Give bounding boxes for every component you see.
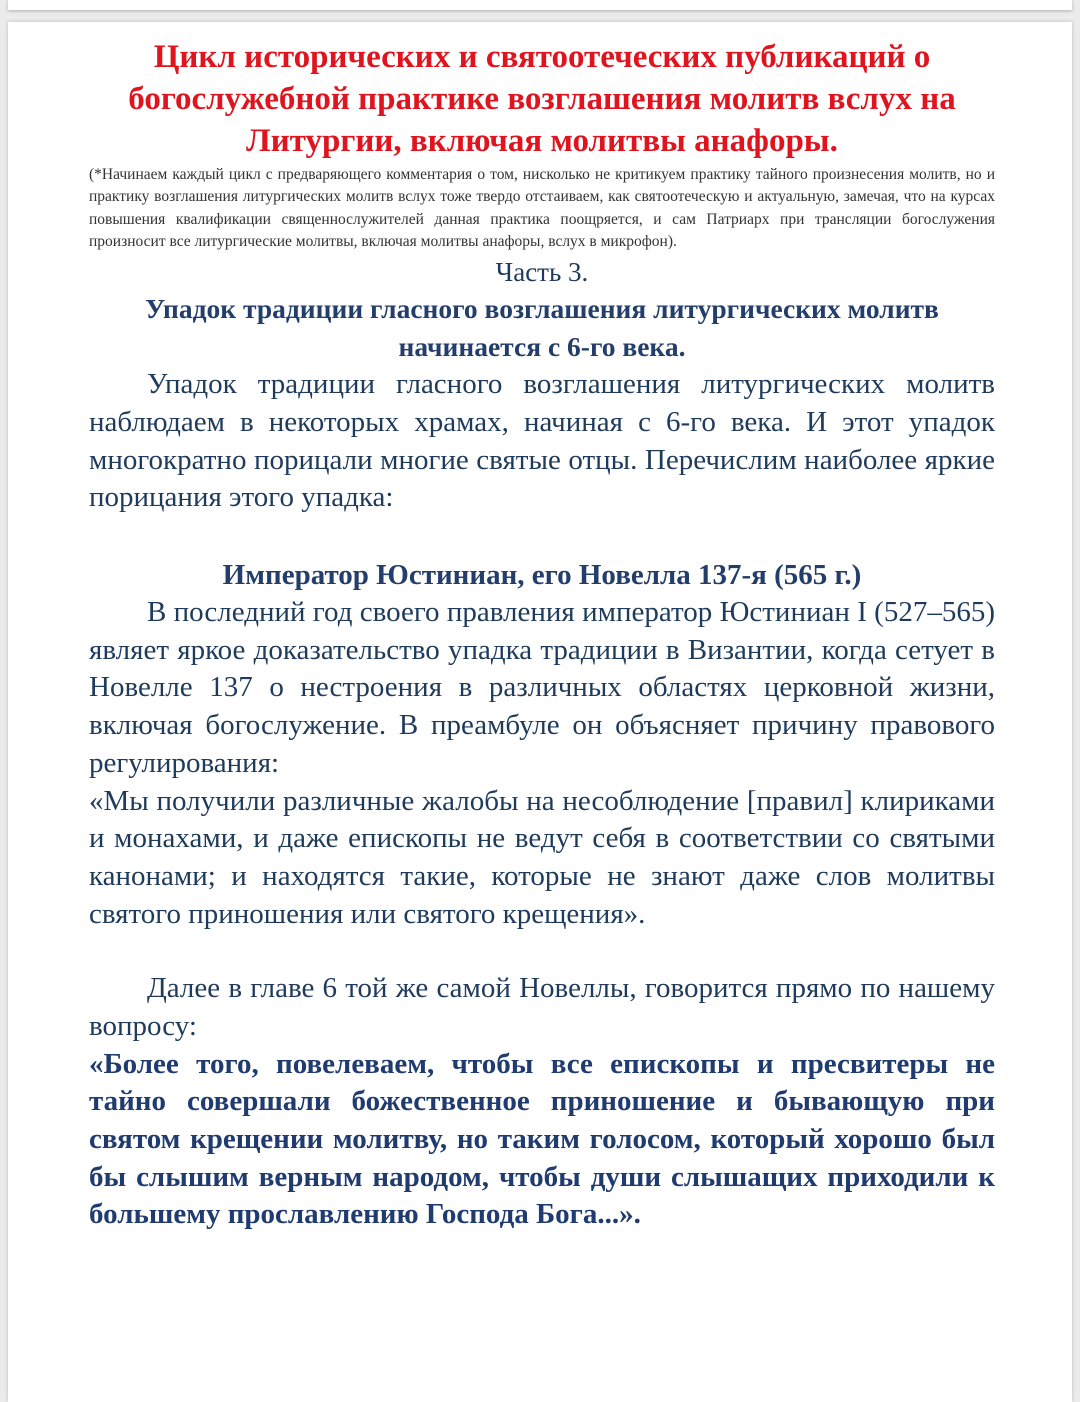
chapter-heading — [89, 290, 995, 366]
part-label: Часть 3. — [495, 257, 589, 288]
document-page[interactable] — [8, 22, 1072, 1402]
spacer — [89, 517, 995, 554]
preface-note: (*Начинаем каждый цикл с предваряющего комментария о том, нисколько не критикуем практику тайного произнесения молитв, но и практику возглашения литургических молитв вслух тоже твердо отстаиваем, как святоотеческую и актуальную, замечая, что на курсах повышения квалификации священнослужителей данная практика поощряется, и сам Патриарх при трансляции богослужения произносит все литургические молитвы, включая молитвы анафоры, вслух в микрофон). — [89, 166, 995, 250]
previous-page-edge — [8, 0, 1072, 10]
chapter6-quote: «Более того, повелеваем, чтобы все епископы и пресвитеры не тайно совершали божественное приношение и бывающую при святом крещении молитву, но таким голосом, который хорошо был бы слышим верным народом, чтобы души слышащих приходили к большему прославлению Господа Бога...». — [89, 1047, 995, 1231]
page-content — [89, 36, 995, 1234]
chapter-heading-line2: начинается с 6-го века. — [398, 331, 686, 363]
intro-paragraph: Упадок традиции гласного возглашения литургических молитв наблюдаем в некоторых храмах, начиная с 6-го века. И этот упадок многократно порицали многие святые отцы. Перечислим наиболее яркие порицания этого упадка: — [89, 368, 995, 514]
further-paragraph: Далее в главе 6 той же самой Новеллы, говорится прямо по нашему вопросу: — [89, 972, 995, 1043]
chapter-heading-line1: Упадок традиции гласного возглашения литургических молитв — [145, 293, 939, 325]
section-heading: Император Юстиниан, его Новелла 137-я (565 г.) — [222, 559, 862, 591]
spacer — [89, 933, 995, 970]
section-paragraph: В последний год своего правления император Юстиниан I (527–565) являет яркое доказательство упадка традиции в Византии, когда сетует в Новелле 137 о нестроения в различных областях церковной жизни, включая богослужение. В преамбуле он объясняет причину правового регулирования: — [89, 596, 995, 779]
novella-quote: «Мы получили различные жалобы на несоблюдение [правил] клириками и монахами, и даже епископы не ведут себя в соответствии со святыми канонами; и находятся такие, которые не знают даже слов молитвы святого приношения или святого крещения». — [89, 784, 995, 930]
document-title: Цикл исторических и святоотеческих публикаций о богослужебной практике возглашения молитв вслух на Литургии, включая молитвы анафоры. — [128, 39, 956, 159]
